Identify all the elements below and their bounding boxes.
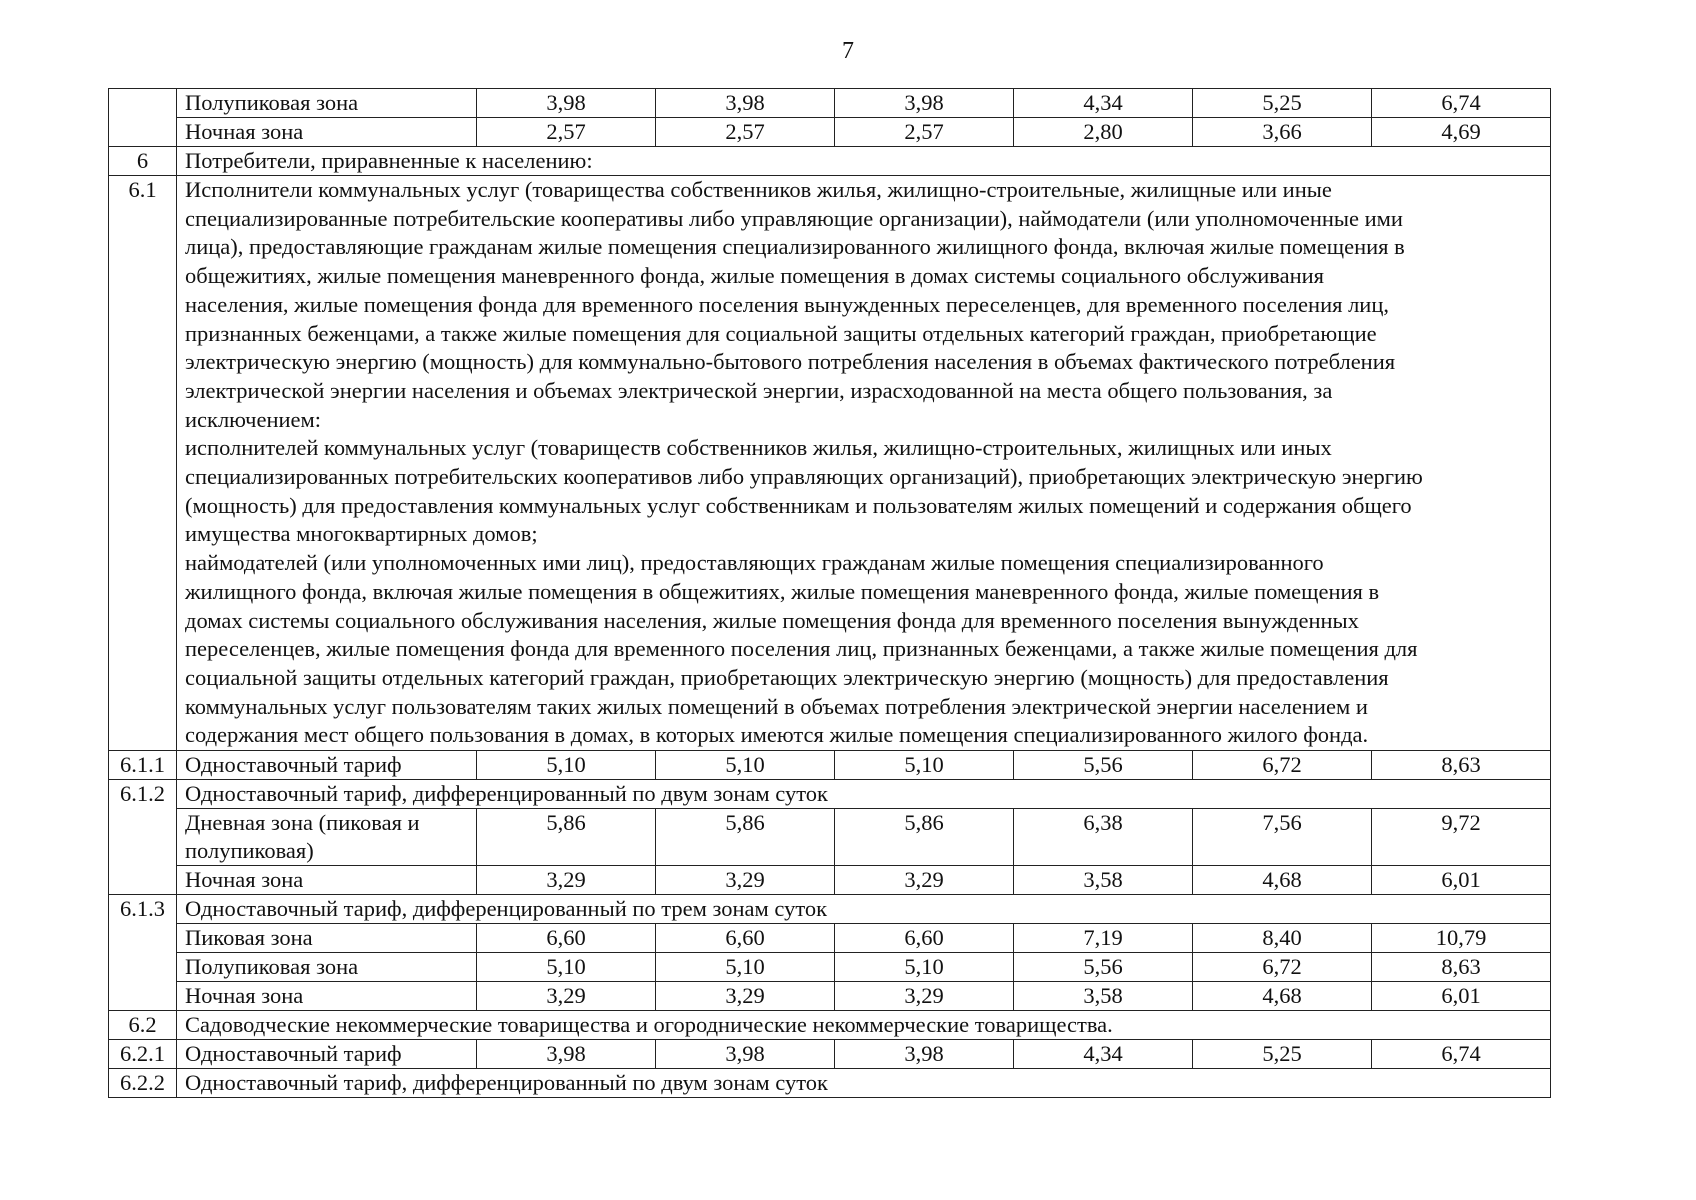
description-line: специализированных потребительских кооперативов либо управляющих организаций), приобретающих электрическую энергию	[185, 464, 1423, 490]
tariff-value: 6,72	[1193, 953, 1372, 982]
tariff-value: 4,34	[1014, 89, 1193, 118]
row-label-line: Дневная зона (пиковая и	[185, 810, 420, 836]
description-line: (мощность) для предоставления коммунальных услуг собственникам и пользователям жилых помещений и содержания общего	[185, 492, 1412, 518]
tariff-value: 3,29	[477, 982, 656, 1011]
table-row	[109, 1040, 1551, 1069]
tariff-value: 5,10	[477, 751, 656, 780]
description-line: содержания мест общего пользования в домах, в которых имеются жилые помещения специализированного жилого фонда.	[185, 722, 1369, 748]
description-line: имущества многоквартирных домов;	[185, 521, 538, 547]
tariff-value: 6,01	[1372, 982, 1551, 1011]
tariff-value: 6,60	[656, 924, 835, 953]
tariff-value: 3,98	[656, 89, 835, 118]
description-line: общежитиях, жилые помещения маневренного фонда, жилые помещения в домах системы социального обслуживания	[185, 263, 1325, 289]
tariff-value: 5,10	[835, 953, 1014, 982]
tariff-value: 3,29	[477, 866, 656, 895]
table-row	[109, 89, 1551, 118]
tariff-value: 2,57	[477, 118, 656, 147]
tariff-value: 3,98	[835, 89, 1014, 118]
category-description	[177, 176, 1551, 751]
table-row	[109, 118, 1551, 147]
tariff-value: 2,57	[835, 118, 1014, 147]
tariff-value: 2,57	[656, 118, 835, 147]
description-line: социальной защиты отдельных категорий граждан, приобретающих электрическую энергию (мощность) для предоставления	[185, 664, 1389, 690]
description-line: лица), предоставляющие гражданам жилые помещения специализированного жилищного фонда, включая жилые помещения в	[185, 234, 1405, 260]
tariff-value: 4,69	[1372, 118, 1551, 147]
row-number: 6.1.1	[109, 751, 177, 780]
table-row	[109, 780, 1551, 809]
tariff-value: 5,10	[835, 751, 1014, 780]
tariff-value: 3,98	[477, 89, 656, 118]
page-number: 7	[842, 38, 854, 64]
tariff-value: 3,29	[656, 982, 835, 1011]
row-number: 6.2.2	[109, 1069, 177, 1098]
table-row	[109, 953, 1551, 982]
description-line: признанных беженцами, а также жилые помещения для социальной защиты отдельных категорий граждан, приобретающие	[185, 320, 1377, 346]
row-label: Ночная зона	[177, 866, 477, 895]
tariff-value: 3,29	[656, 866, 835, 895]
tariff-value: 4,68	[1193, 866, 1372, 895]
row-number: 6	[109, 147, 177, 176]
row-number: 6.1.2	[109, 780, 177, 895]
table-row	[109, 924, 1551, 953]
description-line: наймодателей (или уполномоченных ими лиц), предоставляющих гражданам жилые помещения специализированного	[185, 550, 1324, 576]
tariff-value: 6,38	[1014, 809, 1193, 866]
tariff-value: 5,10	[477, 953, 656, 982]
row-label: Ночная зона	[177, 982, 477, 1011]
empty-number-cell	[109, 89, 177, 147]
row-text: Одноставочный тариф, дифференцированный по двум зонам суток	[177, 780, 1551, 809]
tariff-value: 5,86	[477, 809, 656, 866]
row-label: Полупиковая зона	[177, 89, 477, 118]
tariff-value: 6,72	[1193, 751, 1372, 780]
description-line: населения, жилые помещения фонда для временного поселения вынужденных переселенцев, для временного поселения лиц,	[185, 291, 1390, 317]
tariff-value: 5,10	[656, 751, 835, 780]
tariff-value: 6,74	[1372, 1040, 1551, 1069]
row-text: Садоводческие некоммерческие товарищества и огороднические некоммерческие товарищества.	[177, 1011, 1551, 1040]
row-label: Одноставочный тариф	[177, 1040, 477, 1069]
row-text: Потребители, приравненные к населению:	[177, 147, 1551, 176]
table-row	[109, 751, 1551, 780]
tariff-value: 6,60	[835, 924, 1014, 953]
row-number: 6.1.3	[109, 895, 177, 1011]
description-line: электрическую энергию (мощность) для коммунально-бытового потребления населения в объемах фактического потребления	[185, 349, 1396, 375]
row-text: Одноставочный тариф, дифференцированный по трем зонам суток	[177, 895, 1551, 924]
tariff-value: 10,79	[1372, 924, 1551, 953]
tariff-value: 3,98	[835, 1040, 1014, 1069]
description-line: исключением:	[185, 406, 321, 432]
tariff-value: 3,29	[835, 982, 1014, 1011]
tariff-value: 5,10	[656, 953, 835, 982]
tariff-value: 3,66	[1193, 118, 1372, 147]
row-label	[177, 809, 477, 866]
tariff-table	[108, 88, 1551, 1098]
table-row	[109, 1069, 1551, 1098]
description-line: переселенцев, жилые помещения фонда для временного поселения лиц, признанных беженцами, а также жилые помещения для	[185, 636, 1418, 662]
tariff-value: 5,25	[1193, 1040, 1372, 1069]
tariff-value: 5,56	[1014, 953, 1193, 982]
tariff-value: 5,56	[1014, 751, 1193, 780]
table-row	[109, 176, 1551, 751]
row-label: Одноставочный тариф	[177, 751, 477, 780]
tariff-value: 3,29	[835, 866, 1014, 895]
table-row	[109, 982, 1551, 1011]
tariff-value: 8,40	[1193, 924, 1372, 953]
description-line: исполнителей коммунальных услуг (товариществ собственников жилья, жилищно-строительных, жилищных или иных	[185, 435, 1332, 461]
row-text: Одноставочный тариф, дифференцированный по двум зонам суток	[177, 1069, 1551, 1098]
description-line: коммунальных услуг пользователям таких жилых помещений в объемах потребления электрической энергии населением и	[185, 693, 1368, 719]
description-line: специализированные потребительские кооперативы либо управляющие организации), наймодатели (или уполномоченные ими	[185, 205, 1403, 231]
table-row	[109, 147, 1551, 176]
tariff-value: 7,19	[1014, 924, 1193, 953]
table-row	[109, 866, 1551, 895]
row-label: Пиковая зона	[177, 924, 477, 953]
tariff-value: 3,98	[477, 1040, 656, 1069]
tariff-value: 3,58	[1014, 982, 1193, 1011]
row-label-line: полупиковая)	[185, 838, 314, 864]
row-label: Полупиковая зона	[177, 953, 477, 982]
description-line: Исполнители коммунальных услуг (товарищества собственников жилья, жилищно-строительные, жилищные или иные	[185, 177, 1332, 202]
row-number: 6.2	[109, 1011, 177, 1040]
tariff-value: 3,98	[656, 1040, 835, 1069]
tariff-value: 8,63	[1372, 751, 1551, 780]
tariff-value: 6,74	[1372, 89, 1551, 118]
tariff-value: 9,72	[1372, 809, 1551, 866]
tariff-value: 4,68	[1193, 982, 1372, 1011]
tariff-value: 7,56	[1193, 809, 1372, 866]
tariff-value: 6,01	[1372, 866, 1551, 895]
description-line: электрической энергии населения и объемах электрической энергии, израсходованной на места общего пользования, за	[185, 377, 1333, 403]
row-label: Ночная зона	[177, 118, 477, 147]
table-row	[109, 895, 1551, 924]
tariff-value: 2,80	[1014, 118, 1193, 147]
table-row	[109, 809, 1551, 866]
description-line: домах системы социального обслуживания населения, жилые помещения фонда для временного поселения вынужденных	[185, 607, 1359, 633]
tariff-value: 4,34	[1014, 1040, 1193, 1069]
row-number: 6.1	[109, 176, 177, 751]
description-line: жилищного фонда, включая жилые помещения в общежитиях, жилые помещения маневренного фонда, жилые помещения в	[185, 578, 1380, 604]
row-number: 6.2.1	[109, 1040, 177, 1069]
table-row	[109, 1011, 1551, 1040]
tariff-value: 3,58	[1014, 866, 1193, 895]
tariff-value: 6,60	[477, 924, 656, 953]
tariff-value: 8,63	[1372, 953, 1551, 982]
tariff-value: 5,86	[835, 809, 1014, 866]
tariff-value: 5,86	[656, 809, 835, 866]
tariff-value: 5,25	[1193, 89, 1372, 118]
